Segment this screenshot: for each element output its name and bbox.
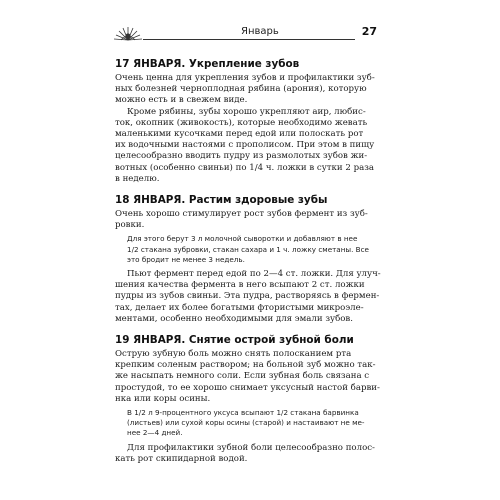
section [115, 58, 377, 185]
text-line: ных болезней черноплодная рябина (арония), которую [115, 84, 367, 95]
page-number: 27 [361, 25, 377, 38]
text-line: кать рот скипидарной водой. [115, 453, 248, 464]
text-line: Пьют фермент перед едой по 2—4 ст. ложки. Для улуч- [127, 269, 381, 280]
text-line: в неделю. [115, 173, 160, 184]
text-line: их водочными настоями с прополисом. При этом в пищу [115, 140, 375, 151]
sunburst-ornament-icon [113, 24, 143, 42]
text-line: 1/2 стакана зубровки, стакан сахара и 1 ч. ложку сметаны. Все [127, 244, 369, 254]
text-line: Для профилактики зубной боли целесообразно полос- [127, 442, 375, 453]
text-line: простудой, то ее хорошо снимает уксусный настой барви- [115, 382, 380, 393]
paragraph [115, 443, 377, 465]
text-line: Очень хорошо стимулирует рост зубов фермент из зуб- [115, 209, 368, 220]
text-line: вотных (особенно свиньи) по 1/4 ч. ложки в сутки 2 раза [115, 162, 375, 173]
text-line: ток, окопник (живокость), которые необходимо жевать [115, 117, 368, 128]
text-line: ровки. [115, 220, 145, 231]
section-title: 18 ЯНВАРЯ. Растим здоровые зубы [115, 194, 328, 207]
paragraph [115, 107, 377, 185]
section [115, 194, 381, 325]
text-line: пудры из зубов свиньи. Эта пудра, растворяясь в фермен- [115, 291, 380, 302]
text-line: Острую зубную боль можно снять полосканием рта [115, 349, 352, 360]
text-line: ментами, особенно необходимыми для эмали зубов. [115, 313, 354, 324]
text-line: (листьев) или сухой коры осины (старой) и настаивают не ме- [127, 418, 365, 428]
text-line: шения качества фермента в него всыпают 2 ст. ложки [115, 280, 365, 291]
section-title: 17 ЯНВАРЯ. Укрепление зубов [115, 58, 300, 70]
text-line: Для этого берут 3 л молочной сыворотки и добавляют в нее [127, 234, 358, 244]
recipe-note [127, 408, 377, 439]
section [115, 334, 380, 465]
paragraph [115, 209, 377, 231]
paragraph [115, 349, 380, 405]
text-line: Кроме рябины, зубы хорошо укрепляют аир, любис- [127, 106, 366, 117]
text-line: можно есть и в свежем виде. [115, 95, 248, 106]
header-rule [143, 39, 355, 40]
section-gap [115, 325, 377, 334]
running-header [113, 24, 377, 42]
recipe-note [127, 234, 377, 265]
header-title: Январь [241, 26, 279, 37]
paragraph [115, 269, 381, 325]
text-line: крепким соленым раствором; на больной зуб можно так- [115, 360, 376, 371]
section-gap [115, 185, 377, 194]
text-line: нка или коры осины. [115, 393, 211, 404]
text-line: маленькими кусочками перед едой или полоскать рот [115, 129, 364, 140]
page-content [115, 58, 381, 465]
text-line: Очень ценна для укрепления зубов и профилактики зуб- [115, 73, 375, 83]
text-line: нее 2—4 дней. [127, 428, 183, 438]
text-line: же насыпать немного соли. Если зубная боль связана с [115, 371, 370, 382]
text-line: тах, делает их более богатыми фтористыми микроэле- [115, 302, 364, 313]
paragraph [115, 73, 377, 107]
text-line: это бродит не менее 3 недель. [127, 254, 245, 264]
text-line: целесообразно вводить пудру из размолотых зубов жи- [115, 151, 368, 162]
section-title: 19 ЯНВАРЯ. Снятие острой зубной боли [115, 334, 354, 347]
text-line: В 1/2 л 9-процентного уксуса всыпают 1/2 стакана барвинка [127, 408, 359, 418]
